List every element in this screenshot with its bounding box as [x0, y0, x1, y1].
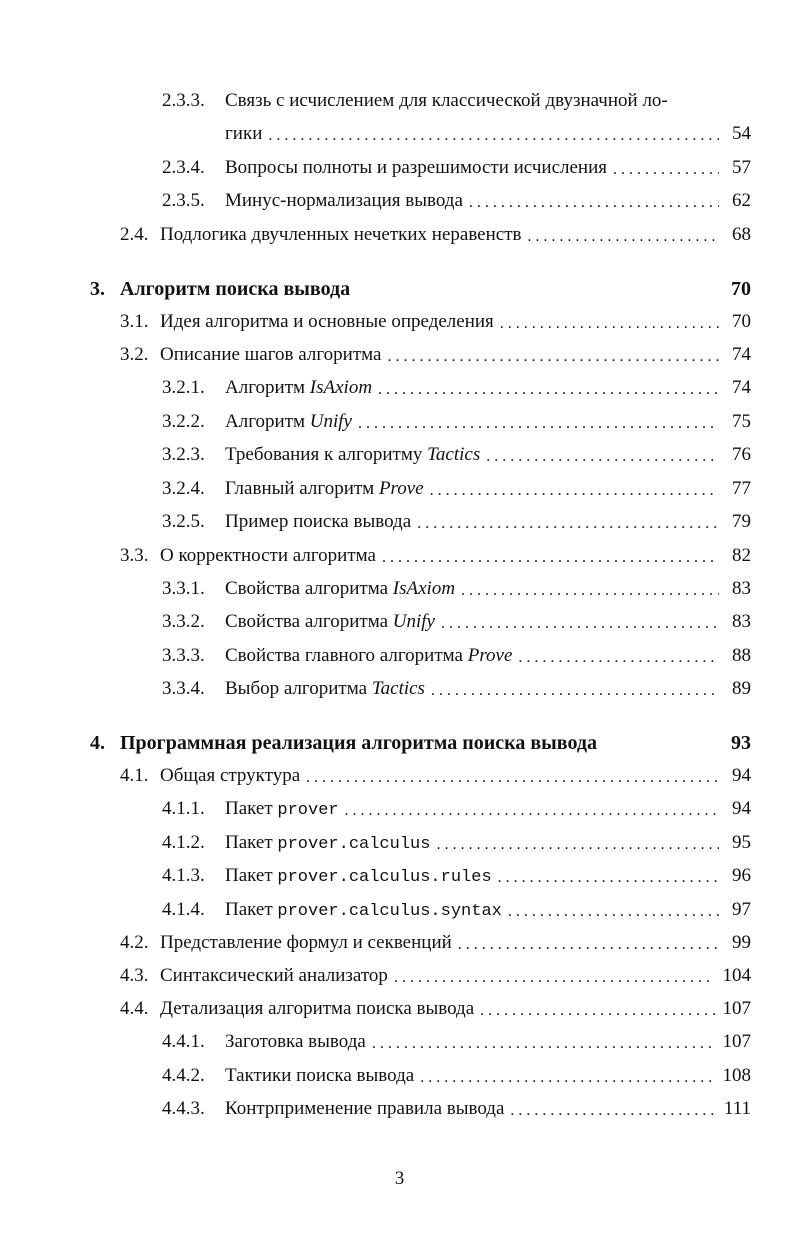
entry-title: Свойства алгоритма IsAxiom: [225, 578, 456, 599]
chapter-title: Алгоритм поиска вывода: [120, 277, 351, 300]
dot-leader: [268, 127, 719, 145]
entry-title: Связь с исчислением для классической двузначной ло-: [225, 90, 668, 111]
entry-page: 82: [732, 545, 751, 566]
dot-leader: [469, 194, 719, 212]
dot-leader: [382, 549, 719, 567]
entry-number: 4.1.1.: [162, 798, 205, 819]
entry-title: Свойства главного алгоритма Prove: [225, 645, 513, 666]
toc-entry-4-3[interactable]: [120, 961, 751, 991]
dot-leader: [345, 802, 719, 820]
dot-leader: [394, 969, 715, 987]
dot-leader: [306, 769, 719, 787]
toc-entry-4-4-3[interactable]: [162, 1094, 751, 1124]
entry-number: 3.2.5.: [162, 511, 205, 532]
dot-leader: [431, 682, 719, 700]
entry-page: 83: [732, 578, 751, 599]
entry-number: 4.4.3.: [162, 1098, 205, 1119]
entry-title: Пакет prover.calculus.rules: [225, 865, 492, 887]
toc-entry-4-1-2[interactable]: [162, 828, 751, 858]
entry-number: 3.2.: [120, 344, 149, 365]
entry-number: 3.3.: [120, 545, 149, 566]
chapter-page: 93: [731, 731, 751, 754]
dot-leader: [441, 615, 719, 633]
entry-page: 68: [732, 224, 751, 245]
toc-entry-2-3-3-continuation[interactable]: [225, 119, 751, 149]
entry-number: 2.4.: [120, 224, 149, 245]
entry-page: 62: [732, 190, 751, 211]
algorithm-name: Unify: [392, 611, 435, 632]
chapter-number: 3.: [90, 277, 105, 300]
dot-leader: [613, 161, 719, 179]
dot-leader: [528, 228, 720, 246]
dot-leader: [420, 1069, 714, 1087]
toc-entry-3-3[interactable]: [120, 541, 751, 571]
entry-number: 3.2.2.: [162, 411, 205, 432]
entry-number: 3.3.3.: [162, 645, 205, 666]
dot-leader: [518, 649, 719, 667]
toc-entry-4-1[interactable]: [120, 761, 751, 791]
chapter-page: 70: [731, 277, 751, 300]
algorithm-name: Unify: [309, 411, 352, 432]
toc-entry-4-4[interactable]: [120, 994, 751, 1024]
entry-page: 88: [732, 645, 751, 666]
chapter-number: 4.: [90, 731, 105, 754]
dot-leader: [508, 903, 719, 921]
entry-title: Описание шагов алгоритма: [160, 344, 382, 365]
toc-entry-3-2-4[interactable]: [162, 474, 751, 504]
toc-entry-3-3-4[interactable]: [162, 674, 751, 704]
dot-leader: [417, 515, 719, 533]
entry-page: 77: [732, 478, 751, 499]
entry-title: Идея алгоритма и основные определения: [160, 311, 494, 332]
algorithm-name: Prove: [378, 478, 424, 499]
toc-entry-3-2-3[interactable]: [162, 440, 751, 470]
dot-leader: [498, 869, 719, 887]
toc-chapter-4[interactable]: [90, 728, 751, 758]
entry-number: 4.1.4.: [162, 899, 205, 920]
entry-page: 99: [732, 932, 751, 953]
chapter-title: Программная реализация алгоритма поиска вывода: [120, 731, 598, 754]
entry-title: О корректности алгоритма: [160, 545, 376, 566]
entry-title: Алгоритм IsAxiom: [225, 377, 373, 398]
entry-page: 54: [732, 123, 751, 144]
toc-entry-4-1-3[interactable]: [162, 861, 751, 891]
entry-title: Синтаксический анализатор: [160, 965, 388, 986]
dot-leader: [500, 315, 719, 333]
entry-page: 111: [723, 1098, 751, 1119]
entry-title: Заготовка вывода: [225, 1031, 366, 1052]
entry-number: 4.4.1.: [162, 1031, 205, 1052]
algorithm-name: IsAxiom: [392, 578, 456, 599]
algorithm-name: Prove: [467, 645, 513, 666]
entry-page: 75: [732, 411, 751, 432]
entry-page: 83: [732, 611, 751, 632]
toc-entry-4-2[interactable]: [120, 928, 751, 958]
dot-leader: [430, 482, 719, 500]
dot-leader: [358, 415, 719, 433]
entry-page: 96: [732, 865, 751, 886]
entry-title: Представление формул и секвенций: [160, 932, 452, 953]
entry-number: 4.1.: [120, 765, 149, 786]
entry-page: 74: [732, 344, 751, 365]
entry-title: Требования к алгоритму Tactics: [225, 444, 481, 465]
toc-entry-3-3-3[interactable]: [162, 641, 751, 671]
entry-title: Подлогика двучленных нечетких неравенств: [160, 224, 522, 245]
entry-number: 2.3.3.: [162, 90, 205, 111]
algorithm-name: Tactics: [427, 444, 481, 465]
package-name: prover.calculus: [277, 835, 431, 854]
entry-number: 4.4.2.: [162, 1065, 205, 1086]
entry-page: 107: [722, 998, 751, 1019]
entry-title-continuation: гики: [225, 123, 263, 144]
entry-number: 4.3.: [120, 965, 149, 986]
dot-leader: [486, 448, 719, 466]
entry-number: 3.2.4.: [162, 478, 205, 499]
entry-page: 76: [732, 444, 751, 465]
entry-number: 2.3.5.: [162, 190, 205, 211]
entry-title: Свойства алгоритма Unify: [225, 611, 435, 632]
entry-page: 89: [732, 678, 751, 699]
dot-leader: [510, 1102, 716, 1120]
entry-number: 3.2.1.: [162, 377, 205, 398]
entry-title: Выбор алгоритма Tactics: [225, 678, 425, 699]
toc-entry-3-3-2[interactable]: [162, 607, 751, 637]
entry-page: 57: [732, 157, 751, 178]
entry-page: 79: [732, 511, 751, 532]
toc-entry-2-4[interactable]: [120, 220, 751, 250]
entry-title: Общая структура: [160, 765, 301, 786]
dot-leader: [378, 381, 719, 399]
entry-number: 3.2.3.: [162, 444, 205, 465]
entry-title: Алгоритм Unify: [225, 411, 352, 432]
entry-number: 4.1.3.: [162, 865, 205, 886]
entry-number: 3.3.1.: [162, 578, 205, 599]
package-name: prover: [277, 801, 339, 820]
algorithm-name: Tactics: [371, 678, 425, 699]
entry-number: 2.3.4.: [162, 157, 205, 178]
entry-page: 108: [722, 1065, 751, 1086]
toc-entry-3-1[interactable]: [120, 307, 751, 337]
entry-page: 70: [732, 311, 751, 332]
entry-page: 97: [732, 899, 751, 920]
dot-leader: [436, 836, 719, 854]
entry-page: 94: [732, 798, 751, 819]
entry-title: Главный алгоритм Prove: [225, 478, 424, 499]
entry-title: Тактики поиска вывода: [225, 1065, 415, 1086]
entry-page: 107: [722, 1031, 751, 1052]
entry-number: 3.3.4.: [162, 678, 205, 699]
toc-chapter-3[interactable]: [90, 274, 751, 304]
toc-entry-3-2-2[interactable]: [162, 407, 751, 437]
toc-entry-4-4-2[interactable]: [162, 1061, 751, 1091]
dot-leader: [461, 582, 719, 600]
toc-entry-2-3-5[interactable]: [162, 186, 751, 216]
toc-entry-3-3-1[interactable]: [162, 574, 751, 604]
toc-entry-4-1-4[interactable]: [162, 895, 751, 925]
entry-number: 4.2.: [120, 932, 149, 953]
entry-title: Вопросы полноты и разрешимости исчисления: [225, 157, 608, 178]
entry-number: 3.3.2.: [162, 611, 205, 632]
entry-title: Минус-нормализация вывода: [225, 190, 463, 211]
package-name: prover.calculus.rules: [277, 868, 492, 887]
dot-leader: [458, 936, 719, 954]
entry-page: 95: [732, 832, 751, 853]
entry-title: Контрприменение правила вывода: [225, 1098, 505, 1119]
entry-title: Детализация алгоритма поиска вывода: [160, 998, 475, 1019]
entry-title: Пакет prover.calculus.syntax: [225, 899, 502, 921]
entry-title: Пакет prover.calculus: [225, 832, 431, 854]
toc-entry-3-2[interactable]: [120, 340, 751, 370]
dot-leader: [480, 1002, 714, 1020]
entry-title: Пакет prover: [225, 798, 339, 820]
toc-entry-4-1-1[interactable]: [162, 794, 751, 824]
entry-page: 104: [722, 965, 751, 986]
algorithm-name: IsAxiom: [309, 377, 373, 398]
entry-page: 74: [732, 377, 751, 398]
toc-entry-2-3-4[interactable]: [162, 153, 751, 183]
entry-title: Пример поиска вывода: [225, 511, 412, 532]
dot-leader: [372, 1035, 715, 1053]
toc-entry-4-4-1[interactable]: [162, 1027, 751, 1057]
entry-number: 3.1.: [120, 311, 149, 332]
entry-page: 94: [732, 765, 751, 786]
entry-number: 4.4.: [120, 998, 149, 1019]
toc-entry-3-2-1[interactable]: [162, 373, 751, 403]
package-name: prover.calculus.syntax: [277, 902, 502, 921]
dot-leader: [387, 348, 719, 366]
toc-entry-2-3-3[interactable]: [162, 86, 751, 116]
toc-entry-3-2-5[interactable]: [162, 507, 751, 537]
entry-number: 4.1.2.: [162, 832, 205, 853]
page-number: 3: [394, 1168, 405, 1189]
